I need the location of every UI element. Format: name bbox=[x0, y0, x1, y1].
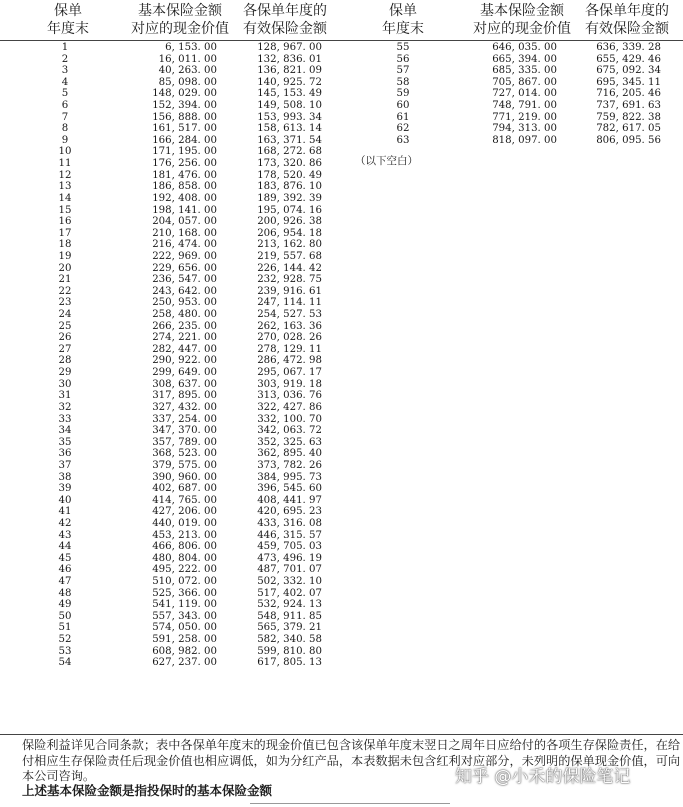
policy-year-cell: 56 bbox=[396, 53, 410, 65]
policy-year-cell: 10 bbox=[58, 146, 72, 158]
policy-year-cell: 39 bbox=[58, 483, 72, 495]
policy-year-cell: 51 bbox=[58, 622, 72, 634]
footer-divider bbox=[0, 734, 683, 735]
table-row bbox=[0, 181, 340, 193]
policy-year-cell: 36 bbox=[58, 448, 72, 460]
table-row bbox=[0, 88, 340, 100]
effective-amount-cell: 149, 508. 10 bbox=[257, 100, 322, 112]
policy-year-cell: 49 bbox=[58, 599, 72, 611]
table-row bbox=[0, 518, 340, 530]
cash-value-cell: 705, 867. 00 bbox=[492, 76, 557, 88]
table-row bbox=[0, 309, 340, 321]
effective-amount-cell: 487, 701. 07 bbox=[257, 564, 322, 576]
cash-value-cell: 210, 168. 00 bbox=[152, 227, 217, 239]
effective-amount-cell: 695, 345. 11 bbox=[596, 76, 661, 88]
table-row bbox=[0, 622, 340, 634]
policy-year-cell: 30 bbox=[58, 378, 72, 390]
policy-year-cell: 17 bbox=[58, 227, 72, 239]
policy-year-cell: 2 bbox=[61, 53, 69, 65]
cash-value-cell: 317, 895. 00 bbox=[152, 390, 217, 402]
cash-value-cell: 152, 394. 00 bbox=[152, 100, 217, 112]
cash-value-cell: 186, 858. 00 bbox=[152, 181, 217, 193]
header-cash-value-line1: 基本保险金额 bbox=[138, 3, 222, 19]
header-policy-year-line2: 年度末 bbox=[47, 21, 89, 37]
table-row bbox=[0, 390, 340, 402]
policy-year-cell: 5 bbox=[61, 88, 69, 100]
table-row bbox=[0, 448, 340, 460]
effective-amount-cell: 183, 876. 10 bbox=[257, 181, 322, 193]
cash-value-cell: 308, 637. 00 bbox=[152, 378, 217, 390]
header-cash-value-right-line1: 基本保险金额 bbox=[480, 3, 564, 19]
effective-amount-cell: 200, 926. 38 bbox=[257, 216, 322, 228]
table-row bbox=[0, 367, 340, 379]
cash-value-cell: 402, 687. 00 bbox=[152, 483, 217, 495]
table-row bbox=[0, 228, 340, 240]
effective-amount-cell: 213, 162. 80 bbox=[257, 239, 322, 251]
table-row bbox=[340, 123, 683, 135]
cash-value-table-left bbox=[0, 42, 340, 669]
cash-value-cell: 148, 029. 00 bbox=[152, 88, 217, 100]
effective-amount-cell: 278, 129. 11 bbox=[257, 343, 322, 355]
policy-year-cell: 62 bbox=[396, 123, 410, 135]
policy-year-cell: 27 bbox=[58, 343, 72, 355]
effective-amount-cell: 322, 427. 86 bbox=[257, 401, 322, 413]
effective-amount-cell: 565, 379. 21 bbox=[257, 622, 322, 634]
cash-value-cell: 771, 219. 00 bbox=[492, 111, 557, 123]
cash-value-cell: 229, 656. 00 bbox=[152, 262, 217, 274]
effective-amount-cell: 270, 028. 26 bbox=[257, 332, 322, 344]
table-row bbox=[0, 599, 340, 611]
table-row bbox=[0, 135, 340, 147]
table-row bbox=[0, 65, 340, 77]
policy-year-cell: 25 bbox=[58, 320, 72, 332]
cash-value-cell: 608, 982. 00 bbox=[152, 645, 217, 657]
table-row bbox=[0, 564, 340, 576]
table-row bbox=[0, 634, 340, 646]
effective-amount-cell: 219, 557. 68 bbox=[257, 250, 322, 262]
effective-amount-cell: 132, 836. 01 bbox=[257, 53, 322, 65]
table-row bbox=[0, 460, 340, 472]
cash-value-cell: 222, 969. 00 bbox=[152, 250, 217, 262]
effective-amount-cell: 189, 392. 39 bbox=[257, 192, 322, 204]
cash-value-cell: 181, 476. 00 bbox=[152, 169, 217, 181]
cash-value-cell: 161, 517. 00 bbox=[152, 123, 217, 135]
cash-value-cell: 665, 394. 00 bbox=[492, 53, 557, 65]
policy-year-cell: 60 bbox=[396, 100, 410, 112]
policy-year-cell: 24 bbox=[58, 309, 72, 321]
table-row bbox=[0, 355, 340, 367]
cash-value-cell: 390, 960. 00 bbox=[152, 471, 217, 483]
effective-amount-cell: 396, 545. 60 bbox=[257, 483, 322, 495]
effective-amount-cell: 433, 316. 08 bbox=[257, 517, 322, 529]
cash-value-cell: 192, 408. 00 bbox=[152, 192, 217, 204]
effective-amount-cell: 408, 441. 97 bbox=[257, 494, 322, 506]
policy-year-cell: 55 bbox=[396, 42, 410, 53]
table-row bbox=[0, 541, 340, 553]
policy-year-cell: 28 bbox=[58, 355, 72, 367]
effective-amount-cell: 303, 919. 18 bbox=[257, 378, 322, 390]
watermark: 知乎 @小禾的保险笔记 bbox=[455, 767, 631, 787]
policy-year-cell: 15 bbox=[58, 204, 72, 216]
table-row bbox=[0, 437, 340, 449]
effective-amount-cell: 599, 810. 80 bbox=[257, 645, 322, 657]
policy-year-cell: 53 bbox=[58, 645, 72, 657]
table-row bbox=[0, 146, 340, 158]
table-row bbox=[0, 344, 340, 356]
header-effective-amount-right-line1: 各保单年度的 bbox=[585, 3, 669, 19]
cash-value-cell: 453, 213. 00 bbox=[152, 529, 217, 541]
policy-year-cell: 14 bbox=[58, 192, 72, 204]
cash-value-cell: 379, 575. 00 bbox=[152, 459, 217, 471]
table-row bbox=[340, 65, 683, 77]
header-divider bbox=[0, 40, 683, 41]
header-cash-value bbox=[115, 2, 245, 38]
effective-amount-cell: 342, 063. 72 bbox=[257, 425, 322, 437]
cash-value-cell: 646, 035. 00 bbox=[492, 42, 557, 53]
table-row bbox=[0, 379, 340, 391]
table-row bbox=[0, 472, 340, 484]
table-row bbox=[0, 332, 340, 344]
table-row bbox=[0, 274, 340, 286]
cash-value-cell: 85, 098. 00 bbox=[158, 76, 217, 88]
effective-amount-cell: 782, 617. 05 bbox=[596, 123, 661, 135]
policy-year-cell: 4 bbox=[61, 76, 69, 88]
policy-year-cell: 26 bbox=[58, 332, 72, 344]
cash-value-cell: 216, 474. 00 bbox=[152, 239, 217, 251]
cash-value-cell: 166, 284. 00 bbox=[152, 134, 217, 146]
table-row bbox=[0, 286, 340, 298]
header-policy-year-right-line2: 年度末 bbox=[382, 21, 424, 37]
table-row bbox=[0, 646, 340, 658]
cash-value-cell: 818, 097. 00 bbox=[492, 134, 557, 146]
table-row bbox=[0, 216, 340, 228]
table-row bbox=[0, 576, 340, 588]
policy-year-cell: 59 bbox=[396, 88, 410, 100]
table-row bbox=[0, 611, 340, 623]
policy-year-cell: 40 bbox=[58, 494, 72, 506]
effective-amount-cell: 163, 371. 54 bbox=[257, 134, 322, 146]
cash-value-cell: 204, 057. 00 bbox=[152, 216, 217, 228]
cash-value-cell: 290, 922. 00 bbox=[152, 355, 217, 367]
header-effective-amount-right-line2: 有效保险金额 bbox=[585, 21, 669, 37]
effective-amount-cell: 362, 895. 40 bbox=[257, 448, 322, 460]
cash-value-cell: 6, 153. 00 bbox=[165, 42, 217, 53]
policy-year-cell: 16 bbox=[58, 216, 72, 228]
table-row bbox=[0, 297, 340, 309]
policy-year-cell: 48 bbox=[58, 587, 72, 599]
effective-amount-cell: 195, 074. 16 bbox=[257, 204, 322, 216]
effective-amount-cell: 178, 520. 49 bbox=[257, 169, 322, 181]
policy-year-cell: 11 bbox=[58, 158, 72, 170]
cash-value-cell: 156, 888. 00 bbox=[152, 111, 217, 123]
effective-amount-cell: 459, 705. 03 bbox=[257, 541, 322, 553]
policy-year-cell: 63 bbox=[396, 134, 410, 146]
cash-value-cell: 40, 263. 00 bbox=[158, 65, 217, 77]
policy-year-cell: 46 bbox=[58, 564, 72, 576]
header-effective-amount-right bbox=[572, 2, 682, 38]
table-row bbox=[340, 54, 683, 66]
effective-amount-cell: 655, 429. 46 bbox=[596, 53, 661, 65]
policy-year-cell: 12 bbox=[58, 169, 72, 181]
blank-marker: （以下空白） bbox=[355, 155, 418, 167]
cash-value-cell: 327, 432. 00 bbox=[152, 401, 217, 413]
table-row bbox=[0, 158, 340, 170]
effective-amount-cell: 247, 114. 11 bbox=[257, 297, 322, 309]
effective-amount-cell: 286, 472. 98 bbox=[257, 355, 322, 367]
effective-amount-cell: 502, 332. 10 bbox=[257, 576, 322, 588]
policy-year-cell: 21 bbox=[58, 274, 72, 286]
cash-value-cell: 16, 011. 00 bbox=[158, 53, 217, 65]
cash-value-table-right bbox=[340, 42, 683, 146]
policy-note: 保险利益详见合同条款；表中各保单年度末的现金价值已包含该保单年度末翌日之周年日应给付的各项生存保险责任，在给付相应生存保险责任后现金价值也相应调低，如为分红产品，本表数据未包含红利对应部分，未列明的保单现金价值，可向本公司咨询。 bbox=[22, 738, 681, 783]
effective-amount-cell: 582, 340. 58 bbox=[257, 634, 322, 646]
cash-value-cell: 557, 343. 00 bbox=[152, 610, 217, 622]
table-row bbox=[0, 506, 340, 518]
table-row bbox=[0, 588, 340, 600]
table-row bbox=[0, 251, 340, 263]
effective-amount-cell: 446, 315. 57 bbox=[257, 529, 322, 541]
cash-value-cell: 250, 953. 00 bbox=[152, 297, 217, 309]
table-row bbox=[0, 123, 340, 135]
table-row bbox=[0, 100, 340, 112]
cash-value-cell: 337, 254. 00 bbox=[152, 413, 217, 425]
cash-value-cell: 243, 642. 00 bbox=[152, 285, 217, 297]
table-row bbox=[0, 263, 340, 275]
policy-year-cell: 37 bbox=[58, 459, 72, 471]
header-effective-amount-line1: 各保单年度的 bbox=[243, 3, 327, 19]
cash-value-cell: 685, 335. 00 bbox=[492, 65, 557, 77]
effective-amount-cell: 206, 954. 18 bbox=[257, 227, 322, 239]
cash-value-cell: 495, 222. 00 bbox=[152, 564, 217, 576]
header-cash-value-line2: 对应的现金价值 bbox=[131, 21, 229, 37]
table-row bbox=[0, 495, 340, 507]
policy-year-cell: 9 bbox=[61, 134, 69, 146]
cash-value-cell: 274, 221. 00 bbox=[152, 332, 217, 344]
policy-year-cell: 20 bbox=[58, 262, 72, 274]
cash-value-cell: 427, 206. 00 bbox=[152, 506, 217, 518]
table-row bbox=[340, 88, 683, 100]
effective-amount-cell: 352, 325. 63 bbox=[257, 436, 322, 448]
policy-year-cell: 57 bbox=[396, 65, 410, 77]
table-row bbox=[0, 425, 340, 437]
cash-value-cell: 794, 313. 00 bbox=[492, 123, 557, 135]
policy-year-cell: 34 bbox=[58, 425, 72, 437]
policy-year-cell: 1 bbox=[61, 42, 69, 53]
policy-year-cell: 61 bbox=[396, 111, 410, 123]
policy-year-cell: 44 bbox=[58, 541, 72, 553]
policy-year-cell: 8 bbox=[61, 123, 69, 135]
policy-year-cell: 50 bbox=[58, 610, 72, 622]
table-row bbox=[0, 321, 340, 333]
effective-amount-cell: 313, 036. 76 bbox=[257, 390, 322, 402]
table-row bbox=[0, 42, 340, 54]
effective-amount-cell: 737, 691. 63 bbox=[596, 100, 661, 112]
effective-amount-cell: 716, 205. 46 bbox=[596, 88, 661, 100]
policy-year-cell: 42 bbox=[58, 517, 72, 529]
policy-year-cell: 6 bbox=[61, 100, 69, 112]
policy-year-cell: 7 bbox=[61, 111, 69, 123]
header-policy-year-right-line1: 保单 bbox=[389, 3, 417, 19]
cash-value-cell: 368, 523. 00 bbox=[152, 448, 217, 460]
table-row bbox=[0, 205, 340, 217]
cash-value-cell: 440, 019. 00 bbox=[152, 517, 217, 529]
cash-value-cell: 414, 765. 00 bbox=[152, 494, 217, 506]
effective-amount-cell: 158, 613. 14 bbox=[257, 123, 322, 135]
table-row bbox=[340, 135, 683, 147]
effective-amount-cell: 636, 339. 28 bbox=[596, 42, 661, 53]
cash-value-cell: 627, 237. 00 bbox=[152, 657, 217, 669]
effective-amount-cell: 128, 967. 00 bbox=[257, 42, 322, 53]
effective-amount-cell: 806, 095. 56 bbox=[596, 134, 661, 146]
effective-amount-cell: 254, 527. 53 bbox=[257, 309, 322, 321]
table-row bbox=[0, 193, 340, 205]
effective-amount-cell: 168, 272. 68 bbox=[257, 146, 322, 158]
effective-amount-cell: 617, 805. 13 bbox=[257, 657, 322, 669]
effective-amount-cell: 140, 925. 72 bbox=[257, 76, 322, 88]
policy-year-cell: 35 bbox=[58, 436, 72, 448]
policy-note-bold: 上述基本保险金额是指投保时的基本保险金额 bbox=[22, 783, 273, 798]
table-row bbox=[0, 112, 340, 124]
table-row bbox=[0, 553, 340, 565]
cash-value-cell: 347, 370. 00 bbox=[152, 425, 217, 437]
cash-value-cell: 541, 119. 00 bbox=[152, 599, 217, 611]
header-effective-amount-line2: 有效保险金额 bbox=[243, 21, 327, 37]
cash-value-cell: 282, 447. 00 bbox=[152, 343, 217, 355]
table-row bbox=[0, 483, 340, 495]
table-row bbox=[0, 170, 340, 182]
table-row bbox=[0, 77, 340, 89]
policy-year-cell: 29 bbox=[58, 367, 72, 379]
effective-amount-cell: 232, 928. 75 bbox=[257, 274, 322, 286]
cash-value-cell: 591, 258. 00 bbox=[152, 634, 217, 646]
policy-year-cell: 18 bbox=[58, 239, 72, 251]
policy-year-cell: 52 bbox=[58, 634, 72, 646]
cash-value-cell: 258, 480. 00 bbox=[152, 309, 217, 321]
policy-year-cell: 41 bbox=[58, 506, 72, 518]
table-row bbox=[0, 414, 340, 426]
effective-amount-cell: 153, 993. 34 bbox=[257, 111, 322, 123]
policy-year-cell: 58 bbox=[396, 76, 410, 88]
policy-year-cell: 22 bbox=[58, 285, 72, 297]
cash-value-cell: 466, 806. 00 bbox=[152, 541, 217, 553]
policy-year-cell: 23 bbox=[58, 297, 72, 309]
effective-amount-cell: 295, 067. 17 bbox=[257, 367, 322, 379]
cash-value-cell: 510, 072. 00 bbox=[152, 576, 217, 588]
effective-amount-cell: 473, 496. 19 bbox=[257, 552, 322, 564]
cash-value-cell: 357, 789. 00 bbox=[152, 436, 217, 448]
cash-value-cell: 171, 195. 00 bbox=[152, 146, 217, 158]
header-cash-value-right-line2: 对应的现金价值 bbox=[473, 21, 571, 37]
table-row bbox=[0, 239, 340, 251]
policy-year-cell: 19 bbox=[58, 250, 72, 262]
header-effective-amount bbox=[230, 2, 340, 38]
policy-year-cell: 32 bbox=[58, 401, 72, 413]
cash-value-cell: 480, 804. 00 bbox=[152, 552, 217, 564]
effective-amount-cell: 532, 924. 13 bbox=[257, 599, 322, 611]
policy-year-cell: 43 bbox=[58, 529, 72, 541]
header-cash-value-right bbox=[457, 2, 587, 38]
policy-year-cell: 13 bbox=[58, 181, 72, 193]
policy-year-cell: 45 bbox=[58, 552, 72, 564]
header-policy-year-line1: 保单 bbox=[54, 3, 82, 19]
table-row bbox=[0, 530, 340, 542]
effective-amount-cell: 262, 163. 36 bbox=[257, 320, 322, 332]
table-row bbox=[340, 42, 683, 54]
cash-value-cell: 236, 547. 00 bbox=[152, 274, 217, 286]
cash-value-cell: 748, 791. 00 bbox=[492, 100, 557, 112]
cash-value-cell: 727, 014. 00 bbox=[492, 88, 557, 100]
policy-year-cell: 33 bbox=[58, 413, 72, 425]
cash-value-cell: 574, 050. 00 bbox=[152, 622, 217, 634]
effective-amount-cell: 239, 916. 61 bbox=[257, 285, 322, 297]
table-row bbox=[340, 77, 683, 89]
table-row bbox=[0, 402, 340, 414]
effective-amount-cell: 373, 782. 26 bbox=[257, 459, 322, 471]
effective-amount-cell: 420, 695. 23 bbox=[257, 506, 322, 518]
policy-year-cell: 38 bbox=[58, 471, 72, 483]
effective-amount-cell: 332, 100. 70 bbox=[257, 413, 322, 425]
effective-amount-cell: 145, 153. 49 bbox=[257, 88, 322, 100]
table-row bbox=[0, 657, 340, 669]
effective-amount-cell: 136, 821. 09 bbox=[257, 65, 322, 77]
effective-amount-cell: 173, 320. 86 bbox=[257, 158, 322, 170]
cash-value-cell: 198, 141. 00 bbox=[152, 204, 217, 216]
cash-value-cell: 266, 235. 00 bbox=[152, 320, 217, 332]
bottom-rule bbox=[250, 803, 450, 804]
policy-year-cell: 31 bbox=[58, 390, 72, 402]
header-policy-year-right bbox=[373, 2, 433, 38]
effective-amount-cell: 759, 822. 38 bbox=[596, 111, 661, 123]
cash-value-cell: 176, 256. 00 bbox=[152, 158, 217, 170]
effective-amount-cell: 548, 911. 85 bbox=[257, 610, 322, 622]
policy-year-cell: 47 bbox=[58, 576, 72, 588]
table-row bbox=[340, 100, 683, 112]
effective-amount-cell: 226, 144. 42 bbox=[257, 262, 322, 274]
table-row bbox=[340, 112, 683, 124]
effective-amount-cell: 384, 995. 73 bbox=[257, 471, 322, 483]
effective-amount-cell: 517, 402. 07 bbox=[257, 587, 322, 599]
effective-amount-cell: 675, 092. 34 bbox=[596, 65, 661, 77]
header-policy-year bbox=[38, 2, 98, 38]
policy-year-cell: 3 bbox=[61, 65, 69, 77]
cash-value-cell: 525, 366. 00 bbox=[152, 587, 217, 599]
policy-year-cell: 54 bbox=[58, 657, 72, 669]
cash-value-cell: 299, 649. 00 bbox=[152, 367, 217, 379]
table-row bbox=[0, 54, 340, 66]
